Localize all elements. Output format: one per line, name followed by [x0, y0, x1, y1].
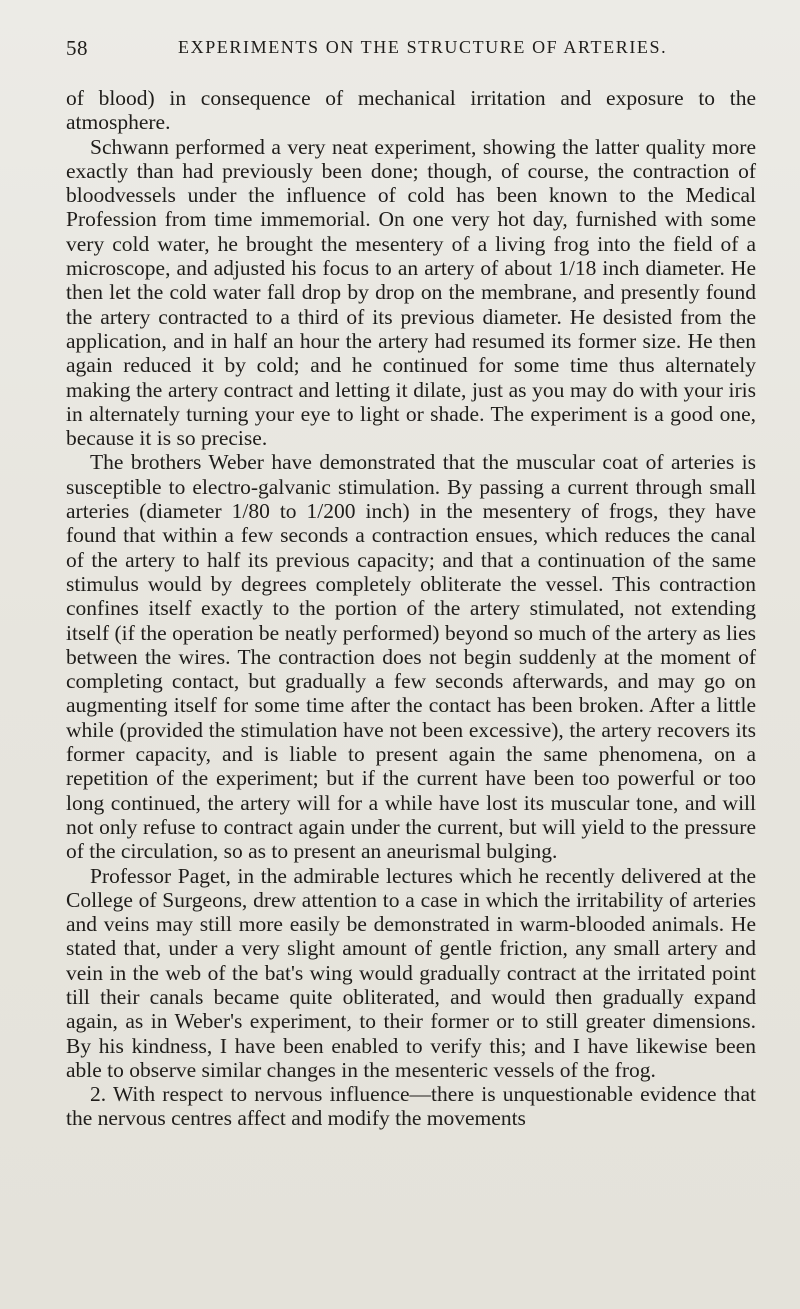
paragraph-weber-experiment: The brothers Weber have demonstrated that the muscular coat of arteries is susceptible to electro-galvanic stimulation. By passing a current through small arteries (diameter 1/80 to 1/200 inch) in the mesentery of frogs, they have found that within a few seconds a contraction ensues, which reduces the canal of the artery to half its previous capacity; and that a continuation of the same stimulus would by degrees completely obliterate the vessel. This contraction confines itself exactly to the portion of the artery stimulated, not extending itself (if the operation be neatly performed) beyond so much of the artery as lies between the wires. The contraction does not begin suddenly at the moment of completing contact, but gradually a few seconds afterwards, and may go on augmenting itself for some time after the contact has been broken. After a little while (provided the stimulation have not been excessive), the artery recovers its former capacity, and is liable to present again the same phenomena, on a repetition of the experiment; but if the current have been too powerful or too long continued, the artery will for a while have lost its muscular tone, and will not only refuse to contract again under the current, but will yield to the pressure of the circulation, so as to present an aneurismal bulging.	[66, 450, 756, 864]
body-text	[66, 86, 756, 1131]
running-title: EXPERIMENTS ON THE STRUCTURE OF ARTERIES.	[178, 37, 668, 57]
paragraph-paget-lectures: Professor Paget, in the admirable lectures which he recently delivered at the College of Surgeons, drew attention to a case in which the irritability of arteries and veins may still more easily be demonstrated in warm-blooded animals. He stated that, under a very slight amount of gentle friction, any small artery and vein in the web of the bat's wing would gradually contract at the irritated point till their canals became quite obliterated, and would then gradually expand again, as in Weber's experiment, to their former or to still greater dimensions. By his kindness, I have been enabled to verify this; and I have likewise been able to observe similar changes in the mesenteric vessels of the frog.	[66, 863, 756, 1082]
running-head	[66, 36, 756, 60]
page-number: 58	[66, 36, 88, 60]
paragraph-continuation: of blood) in consequence of mechanical irritation and exposure to the atmosphere.	[66, 86, 756, 135]
paragraph-schwann-experiment: Schwann performed a very neat experiment, showing the latter quality more exactly than had previously been done; though, of course, the contraction of bloodvessels under the influence of cold has been known to the Medical Profession from time immemorial. On one very hot day, furnished with some very cold water, he brought the mesentery of a living frog into the field of a microscope, and adjusted his focus to an artery of about 1/18 inch diameter. He then let the cold water fall drop by drop on the membrane, and presently found the artery contracted to a third of its previous diameter. He desisted from the application, and in half an hour the artery had resumed its former size. He then again reduced it by cold; and he continued for some time thus alternately making the artery contract and letting it dilate, just as you may do with your iris in alternately turning your eye to light or shade. The experiment is a good one, because it is so precise.	[66, 134, 756, 451]
paragraph-nervous-influence: 2. With respect to nervous influence—there is unquestionable evidence that the nervous centres affect and modify the movements	[66, 1082, 756, 1131]
